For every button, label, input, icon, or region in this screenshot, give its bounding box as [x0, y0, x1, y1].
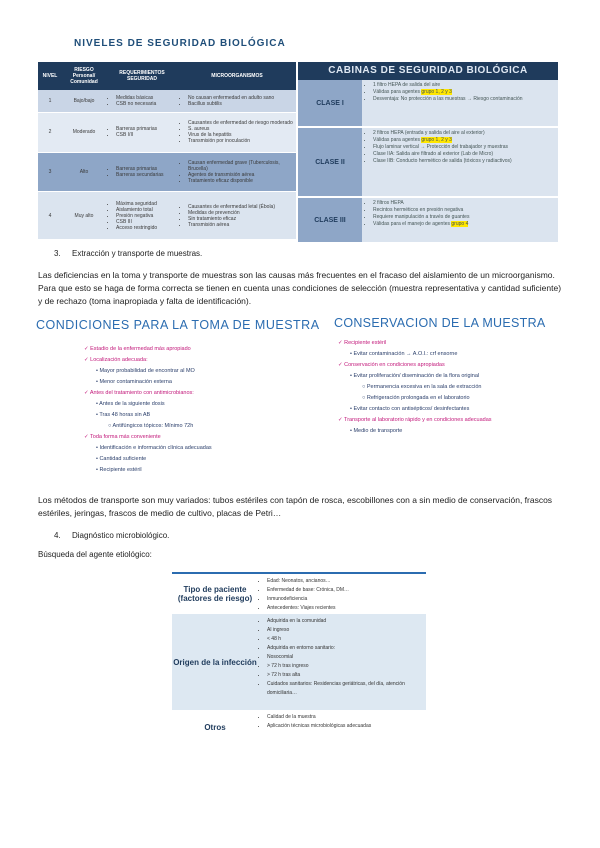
- requirement-item: • Aislamiento total: [116, 207, 176, 213]
- cabina-item: • 2 filtros HEPA: [373, 200, 555, 207]
- list-item: • Mayor probabilidad de encontrar al MO: [96, 368, 195, 374]
- col-microorganismos: MICROORGANISMOS: [178, 62, 296, 90]
- cabina-body: [362, 198, 558, 242]
- origin-item: • Inmunodeficiencia: [267, 595, 423, 604]
- list-item: • Evitar proliferación/ diseminación de la flora original: [350, 373, 480, 379]
- origin-table: [172, 572, 426, 744]
- micro-list: [180, 95, 294, 107]
- origin-body: [258, 614, 426, 710]
- list-item: ✓ Toda forma más conveniente: [84, 434, 161, 440]
- micro-item: • Sin tratamiento eficaz: [188, 216, 294, 222]
- requirement-item: • CSB III: [116, 219, 176, 225]
- levels-table: [38, 62, 296, 240]
- col-requerimientos: REQUERIMIENTOS SEGURIDAD: [106, 62, 178, 90]
- cabina-class-label: CLASE I: [298, 80, 362, 126]
- cabina-items: [365, 130, 555, 165]
- micro-list: [180, 120, 294, 144]
- requirement-item: • Máxima seguridad: [116, 201, 176, 207]
- conservacion-list: [338, 338, 558, 437]
- list-item: • Evitar contaminación → A.O.I.: crf ensorne: [350, 351, 458, 357]
- item-4-number: 4.: [54, 531, 61, 540]
- origin-row: [172, 614, 426, 710]
- risk-cell: Bajo/bajo: [62, 90, 106, 113]
- micro-item: • Causan enfermedad grave (Tuberculosis, Brucella): [188, 160, 294, 172]
- requirement-item: • Barreras primarias: [116, 126, 176, 132]
- requirements-cell: [106, 152, 178, 192]
- origin-items: [261, 617, 423, 698]
- cabinas-panel: [298, 62, 558, 240]
- highlight-text: grupo 4: [451, 221, 469, 227]
- origin-item: • Edad: Neonatos, ancianos…: [267, 577, 423, 586]
- cabina-body: [362, 80, 558, 126]
- cabinas-title: CABINAS DE SEGURIDAD BIOLÓGICA: [298, 62, 558, 80]
- list-item: • Medio de transporte: [350, 428, 403, 434]
- item-4-title: Diagnóstico microbiológico.: [72, 531, 170, 540]
- requirements-cell: [106, 113, 178, 153]
- cabina-item: • Recintos herméticos en presión negativa: [373, 207, 555, 214]
- micro-cell: [178, 90, 296, 113]
- conservacion-title: CONSERVACION DE LA MUESTRA: [334, 316, 546, 330]
- list-item: • Antes de la siguiente dosis: [96, 401, 165, 407]
- origin-item: • Nosocomial: [267, 653, 423, 662]
- origin-items: [261, 713, 423, 731]
- micro-cell: [178, 152, 296, 192]
- origin-label: Tipo de paciente (factores de riesgo): [177, 585, 253, 603]
- origin-item: • Cuidados sanitarios: Residencias geriátricas, del día, atención domiciliaria…: [267, 680, 423, 698]
- micro-item: • Medidas de prevención: [188, 210, 294, 216]
- cabina-body: [362, 128, 558, 196]
- micro-item: • Causantes de enfermedad de riesgo moderado: [188, 120, 294, 126]
- micro-cell: [178, 113, 296, 153]
- list-item: • Identificación e información clínica adecuadas: [96, 445, 212, 451]
- origin-body: [258, 710, 426, 744]
- micro-item: • No causan enfermedad en adulto sano: [188, 95, 294, 101]
- list-item: • Tras 48 horas sin AB: [96, 412, 151, 418]
- levels-row: [38, 192, 296, 240]
- cabina-class-label: CLASE III: [298, 198, 362, 242]
- cabina-item: • Clase IIB: Conducto hermético de salida (tóxicos y radiactivos): [373, 158, 555, 165]
- requirements-list: [108, 166, 176, 178]
- highlight-text: grupo 1, 2 y 3: [421, 89, 452, 95]
- requirement-item: • Medidas básicas: [116, 95, 176, 101]
- list-item: ✓ Conservación en condiciones apropiadas: [338, 362, 445, 368]
- list-item: ✓ Transporte al laboratorio rápido y en condiciones adecuadas: [338, 417, 492, 423]
- origin-item: • > 72 h tras ingreso: [267, 662, 423, 671]
- list-item: ○ Permanencia excesiva en la sala de extracción: [362, 384, 482, 390]
- list-item: ○ Refrigeración prolongada en el laboratorio: [362, 395, 470, 401]
- origin-item: • Adquirida en entorno sanitario:: [267, 644, 423, 653]
- micro-item: • Agentes de transmisión aérea: [188, 172, 294, 178]
- micro-item: • Transmisión aérea: [188, 222, 294, 228]
- highlight-text: grupo 1, 2 y 3: [421, 137, 452, 143]
- requirement-item: • CSB no necesaria: [116, 101, 176, 107]
- requirements-list: [108, 201, 176, 231]
- requirement-item: • Acceso restringido: [116, 225, 176, 231]
- requirements-list: [108, 126, 176, 138]
- list-item: • Evitar contacto con antisépticos/ desinfectantes: [350, 406, 470, 412]
- micro-item: • S. aureus: [188, 126, 294, 132]
- micro-cell: [178, 192, 296, 240]
- condiciones-list: [84, 344, 294, 476]
- condiciones-title: CONDICIONES PARA LA TOMA DE MUESTRA: [36, 318, 320, 332]
- list-item: • Menor contaminación externa: [96, 379, 172, 385]
- requirement-item: • CSB I/II: [116, 132, 176, 138]
- origin-item: • Adquirida en la comunidad: [267, 617, 423, 626]
- micro-item: • Tratamiento eficaz disponible: [188, 178, 294, 184]
- paragraph-transporte: Los métodos de transporte son muy variados: tubos estériles con tapón de rosca, escobillones con a sin medio de conservación, frascos estériles, jeringas, frascos de medio de cultivo, placas de Petri…: [38, 495, 553, 518]
- cabina-item: • Válidas para agentes grupo 1, 2 y 3: [373, 89, 555, 96]
- col-nivel: NIVEL: [38, 62, 62, 90]
- list-item: ✓ Antes del tratamiento con antimicrobianos:: [84, 390, 194, 396]
- origin-row: [172, 710, 426, 744]
- origin-item: • Aplicación técnicas microbiológicas adecuadas: [267, 722, 423, 731]
- level-cell: 3: [38, 152, 62, 192]
- cabina-item: • Flujo laminar vertical → Protección del trabajador y muestras: [373, 144, 555, 151]
- origin-item: • > 72 h tras alta: [267, 671, 423, 680]
- list-item: • Recipiente estéril: [96, 467, 142, 473]
- micro-list: [180, 160, 294, 184]
- requirements-cell: [106, 192, 178, 240]
- micro-item: • Causantes de enfermedad letal (Ébola): [188, 204, 294, 210]
- requirement-item: • Presión negativa: [116, 213, 176, 219]
- cabina-class-label: CLASE II: [298, 128, 362, 196]
- cabina-item: • Válidas para el manejo de agentes grupo 4: [373, 221, 555, 228]
- busqueda-label: Búsqueda del agente etiológico:: [38, 550, 152, 559]
- levels-heading: NIVELES DE SEGURIDAD BIOLÓGICA: [74, 38, 286, 49]
- origin-item: • Al ingreso: [267, 626, 423, 635]
- levels-row: [38, 152, 296, 192]
- cabina-item: • 1 filtro HEPA de salida del aire: [373, 82, 555, 89]
- cabina-item: • Requiere manipulación a través de guantes: [373, 214, 555, 221]
- list-item: ○ Antifúngicos tópicos: Mínimo 72h: [108, 423, 194, 429]
- requirement-item: • Barreras secundarias: [116, 172, 176, 178]
- cabina-item: • Desventaja: No protección a las muestras → Riesgo contaminación: [373, 96, 555, 103]
- cabina-row: [298, 128, 558, 198]
- risk-cell: Muy alto: [62, 192, 106, 240]
- level-cell: 1: [38, 90, 62, 113]
- micro-item: • Bacillus subtilis: [188, 101, 294, 107]
- item-3-number: 3.: [54, 249, 61, 258]
- origin-item: • Enfermedad de base: Crónica, DM…: [267, 586, 423, 595]
- cabina-item: • Válidas para agentes grupo 1, 2 y 3: [373, 137, 555, 144]
- cabina-item: • Clase IIA: Salida aire filtrado al exterior (Lab de Micro): [373, 151, 555, 158]
- level-cell: 4: [38, 192, 62, 240]
- item-3-title: Extracción y transporte de muestras.: [72, 249, 203, 258]
- origin-label: Origen de la infección: [173, 657, 257, 667]
- list-item: ✓ Localización adecuada:: [84, 357, 148, 363]
- cabina-items: [365, 200, 555, 228]
- micro-item: • Transmisión por inoculación: [188, 138, 294, 144]
- level-cell: 2: [38, 113, 62, 153]
- micro-list: [180, 204, 294, 228]
- levels-row: [38, 90, 296, 113]
- risk-cell: Alto: [62, 152, 106, 192]
- micro-item: • Virus de la hepatitis: [188, 132, 294, 138]
- origin-item: • Calidad de la muestra: [267, 713, 423, 722]
- list-item: ✓ Estadio de la enfermedad más apropiado: [84, 346, 191, 352]
- origin-body: [258, 574, 426, 614]
- origin-item: • < 48 h: [267, 635, 423, 644]
- requirements-cell: [106, 90, 178, 113]
- origin-label: Otros: [204, 722, 226, 732]
- origin-row: [172, 572, 426, 614]
- cabina-items: [365, 82, 555, 103]
- cabina-item: • 2 filtros HEPA (entrada y salida del aire al exterior): [373, 130, 555, 137]
- origin-item: • Antecedentes: Viajes recientes: [267, 604, 423, 613]
- requirements-list: [108, 95, 176, 107]
- list-item: ✓ Recipiente estéril: [338, 340, 387, 346]
- requirement-item: • Barreras primarias: [116, 166, 176, 172]
- origin-items: [261, 577, 423, 613]
- levels-row: [38, 113, 296, 153]
- paragraph-extraccion: Las deficiencias en la toma y transporte de muestras son las causas más frecuentes en el fracaso del aislamiento de un microorganismo. Para que esto se haga de forma correcta se tienen en cuenta unas condiciones de selección (muestra representativa y cantidad suficiente) y de rechazo (toma inapropiada y falta de identificación).: [38, 270, 562, 306]
- col-riesgo: RIESGO Personal/ Comunidad: [62, 62, 106, 90]
- cabina-row: [298, 80, 558, 128]
- risk-cell: Moderado: [62, 113, 106, 153]
- cabina-row: [298, 198, 558, 244]
- list-item: • Cantidad suficiente: [96, 456, 147, 462]
